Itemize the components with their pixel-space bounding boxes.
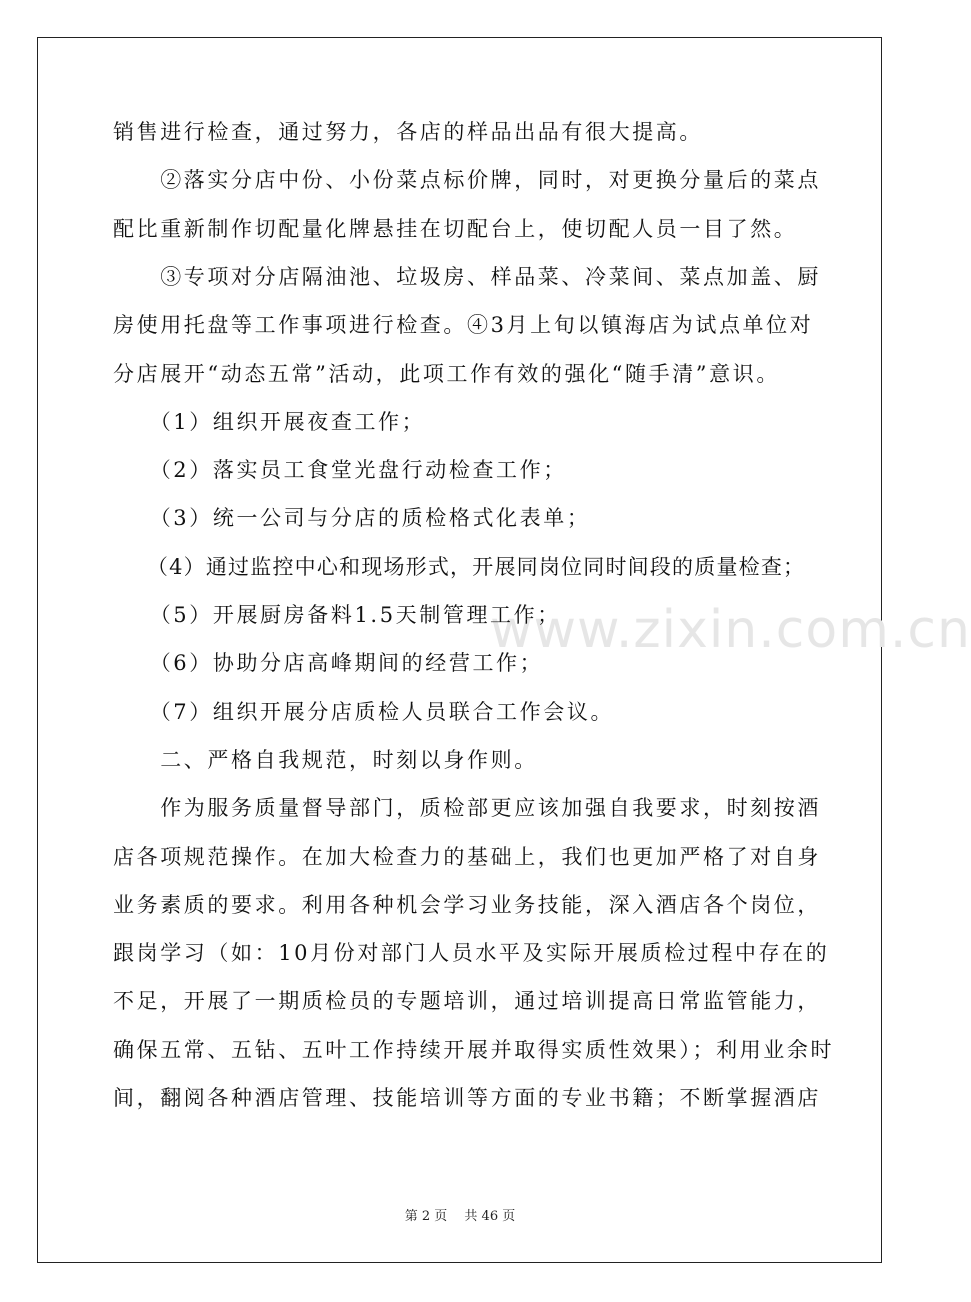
text-line: 确保五常、五钻、五叶工作持续开展并取得实质性效果）；利用业余时 bbox=[113, 1038, 835, 1062]
list-item: （6）协助分店高峰期间的经营工作； bbox=[113, 651, 544, 675]
list-item: （1）组织开展夜查工作； bbox=[113, 410, 426, 434]
list-item: （5）开展厨房备料1.5天制管理工作； bbox=[113, 603, 561, 627]
section-heading: 二、严格自我规范，时刻以身作则。 bbox=[113, 748, 538, 772]
text-line: 销售进行检查，通过努力，各店的样品出品有很大提高。 bbox=[113, 120, 703, 144]
text-line: 分店展开“动态五常”活动，此项工作有效的强化“随手清”意识。 bbox=[113, 362, 780, 386]
list-item: （3）统一公司与分店的质检格式化表单； bbox=[113, 506, 591, 530]
text-line: 不足，开展了一期质检员的专题培训，通过培训提高日常监管能力， bbox=[113, 989, 821, 1013]
text-line: 作为服务质量督导部门，质检部更应该加强自我要求，时刻按酒 bbox=[113, 796, 821, 820]
text-line: 店各项规范操作。在加大检查力的基础上，我们也更加严格了对自身 bbox=[113, 845, 821, 869]
list-item: （2）落实员工食堂光盘行动检查工作； bbox=[113, 458, 567, 482]
page-footer: 第 2 页 共 46 页 bbox=[404, 1209, 516, 1224]
list-item: （7）组织开展分店质检人员联合工作会议。 bbox=[113, 700, 615, 724]
text-line: ②落实分店中份、小份菜点标价牌，同时，对更换分量后的菜点 bbox=[113, 168, 821, 192]
text-line: 房使用托盘等工作事项进行检查。④3月上旬以镇海店为试点单位对 bbox=[113, 313, 814, 337]
text-line: 跟岗学习（如：10月份对部门人员水平及实际开展质检过程中存在的 bbox=[113, 941, 830, 965]
text-line: 业务素质的要求。利用各种机会学习业务技能，深入酒店各个岗位， bbox=[113, 893, 821, 917]
list-item: （4）通过监控中心和现场形式，开展同岗位同时间段的质量检查； bbox=[113, 555, 806, 579]
text-line: 间，翻阅各种酒店管理、技能培训等方面的专业书籍；不断掌握酒店 bbox=[113, 1086, 821, 1110]
watermark: www.zixin.com.cn bbox=[490, 600, 971, 660]
text-line: ③专项对分店隔油池、垃圾房、样品菜、冷菜间、菜点加盖、厨 bbox=[113, 265, 821, 289]
text-line: 配比重新制作切配量化牌悬挂在切配台上，使切配人员一目了然。 bbox=[113, 217, 798, 241]
